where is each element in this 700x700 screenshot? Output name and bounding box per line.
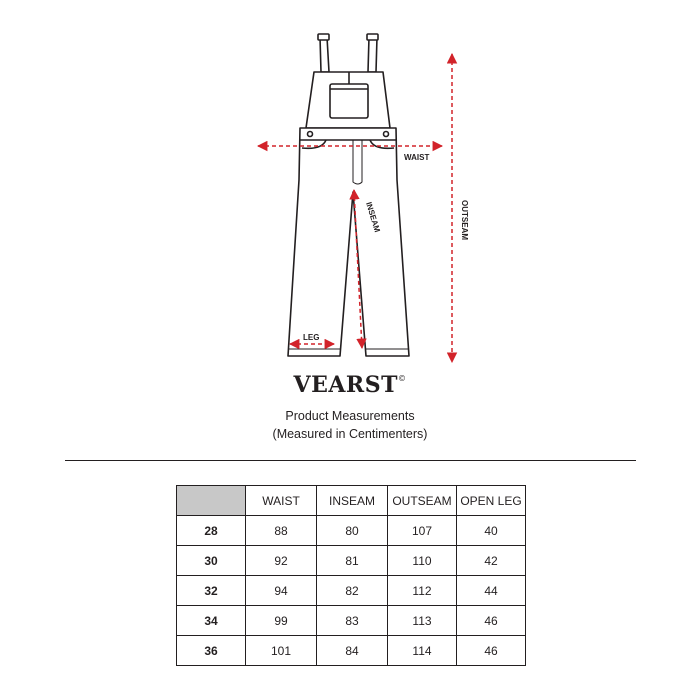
column-header-inseam: INSEAM <box>317 486 388 516</box>
size-cell: 28 <box>177 516 246 546</box>
trouser-body <box>288 128 409 356</box>
brand-logo <box>0 372 700 398</box>
right-strap <box>368 37 377 72</box>
column-header-waist: WAIST <box>246 486 317 516</box>
outseam-cell: 112 <box>388 576 457 606</box>
inseam-label: INSEAM <box>364 200 382 234</box>
subtitle-line-1: Product Measurements <box>285 409 415 423</box>
left-strap-buckle <box>318 34 329 40</box>
outseam-label: OUTSEAM <box>460 200 469 240</box>
table-row <box>177 516 526 546</box>
waist-cell: 88 <box>246 516 317 546</box>
open-leg-cell: 46 <box>457 606 526 636</box>
open-leg-cell: 46 <box>457 636 526 666</box>
divider <box>65 460 636 461</box>
open-leg-cell: 40 <box>457 516 526 546</box>
open-leg-cell: 44 <box>457 576 526 606</box>
inseam-cell: 84 <box>317 636 388 666</box>
outseam-cell: 113 <box>388 606 457 636</box>
table-row <box>177 576 526 606</box>
waist-cell: 101 <box>246 636 317 666</box>
outseam-cell: 107 <box>388 516 457 546</box>
size-cell: 30 <box>177 546 246 576</box>
waist-cell: 92 <box>246 546 317 576</box>
left-strap <box>320 37 329 72</box>
table-corner-cell <box>177 486 246 516</box>
inseam-cell: 81 <box>317 546 388 576</box>
table-header-row <box>177 486 526 516</box>
leg-label: LEG <box>303 333 320 342</box>
right-strap-buckle <box>367 34 378 40</box>
waist-cell: 99 <box>246 606 317 636</box>
size-cell: 36 <box>177 636 246 666</box>
table-row <box>177 546 526 576</box>
subtitle-line-2: (Measured in Centimenters) <box>272 427 428 441</box>
outseam-cell: 110 <box>388 546 457 576</box>
waist-label: WAIST <box>404 153 430 162</box>
size-cell: 32 <box>177 576 246 606</box>
outseam-cell: 114 <box>388 636 457 666</box>
table-row <box>177 606 526 636</box>
size-cell: 34 <box>177 606 246 636</box>
size-chart-table <box>176 485 526 666</box>
left-button <box>308 132 313 137</box>
inseam-cell: 83 <box>317 606 388 636</box>
column-header-outseam: OUTSEAM <box>388 486 457 516</box>
table-row <box>177 636 526 666</box>
inseam-cell: 80 <box>317 516 388 546</box>
column-header-open-leg: OPEN LEG <box>457 486 526 516</box>
brand-trademark: © <box>397 374 407 383</box>
overalls-illustration <box>288 34 409 356</box>
waist-cell: 94 <box>246 576 317 606</box>
inseam-cell: 82 <box>317 576 388 606</box>
open-leg-cell: 42 <box>457 546 526 576</box>
right-button <box>384 132 389 137</box>
brand-name: VEARST <box>293 372 398 398</box>
